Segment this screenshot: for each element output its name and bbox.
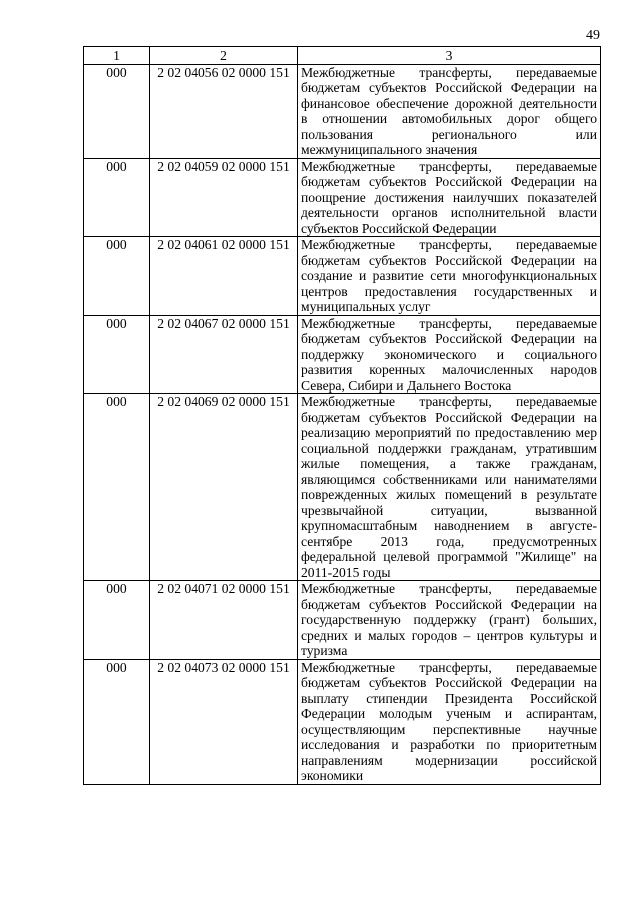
table-row — [84, 581, 601, 660]
budget-code-cell: 2 02 04071 02 0000 151 — [150, 581, 298, 660]
page-number: 49 — [586, 28, 600, 43]
admin-code-cell: 000 — [84, 394, 150, 581]
table-row — [84, 659, 601, 784]
description-cell: Межбюджетные трансферты, передаваемые бюджетам субъектов Российской Федерации на поощрение достижения наилучших показателей деятельности органов исполнительной власти субъектов Российской Федерации — [298, 158, 601, 237]
budget-code-cell: 2 02 04067 02 0000 151 — [150, 315, 298, 394]
table-header-row — [84, 47, 601, 65]
description-cell: Межбюджетные трансферты, передаваемые бюджетам субъектов Российской Федерации на создание и развитие сети многофункциональных центров предоставления государственных и муниципальных услуг — [298, 237, 601, 316]
admin-code-cell: 000 — [84, 158, 150, 237]
description-cell: Межбюджетные трансферты, передаваемые бюджетам субъектов Российской Федерации на реализацию мероприятий по предоставлению мер социальной поддержки гражданам, утратившим жилые помещения, а также гражданам, являющимся собственниками или нанимателями поврежденных жилых помещений в результате чрезвычайной ситуации, вызванной крупномасштабным наводнением в августе-сентябре 2013 года, предусмотренных федеральной целевой программой "Жилище" на 2011-2015 годы — [298, 394, 601, 581]
column-header-2: 2 — [150, 47, 298, 65]
column-header-1: 1 — [84, 47, 150, 65]
table-row — [84, 237, 601, 316]
admin-code-cell: 000 — [84, 237, 150, 316]
budget-code-cell: 2 02 04069 02 0000 151 — [150, 394, 298, 581]
admin-code-cell: 000 — [84, 64, 150, 158]
description-cell: Межбюджетные трансферты, передаваемые бюджетам субъектов Российской Федерации на выплату стипендии Президента Российской Федерации молодым ученым и аспирантам, осуществляющим перспективные научные исследования и разработки по приоритетным направлениям модернизации российской экономики — [298, 659, 601, 784]
budget-code-cell: 2 02 04059 02 0000 151 — [150, 158, 298, 237]
description-cell: Межбюджетные трансферты, передаваемые бюджетам субъектов Российской Федерации на поддержку экономического и социального развития коренных малочисленных народов Севера, Сибири и Дальнего Востока — [298, 315, 601, 394]
description-cell: Межбюджетные трансферты, передаваемые бюджетам субъектов Российской Федерации на финансовое обеспечение дорожной деятельности в отношении автомобильных дорог общего пользования регионального или межмуниципального значения — [298, 64, 601, 158]
budget-code-cell: 2 02 04073 02 0000 151 — [150, 659, 298, 784]
admin-code-cell: 000 — [84, 659, 150, 784]
admin-code-cell: 000 — [84, 315, 150, 394]
description-cell: Межбюджетные трансферты, передаваемые бюджетам субъектов Российской Федерации на государственную поддержку (грант) больших, средних и малых городов – центров культуры и туризма — [298, 581, 601, 660]
table-row — [84, 394, 601, 581]
column-header-3: 3 — [298, 47, 601, 65]
table-row — [84, 64, 601, 158]
budget-code-cell: 2 02 04056 02 0000 151 — [150, 64, 298, 158]
budget-code-cell: 2 02 04061 02 0000 151 — [150, 237, 298, 316]
budget-codes-table — [83, 46, 601, 785]
table-row — [84, 158, 601, 237]
admin-code-cell: 000 — [84, 581, 150, 660]
table-row — [84, 315, 601, 394]
